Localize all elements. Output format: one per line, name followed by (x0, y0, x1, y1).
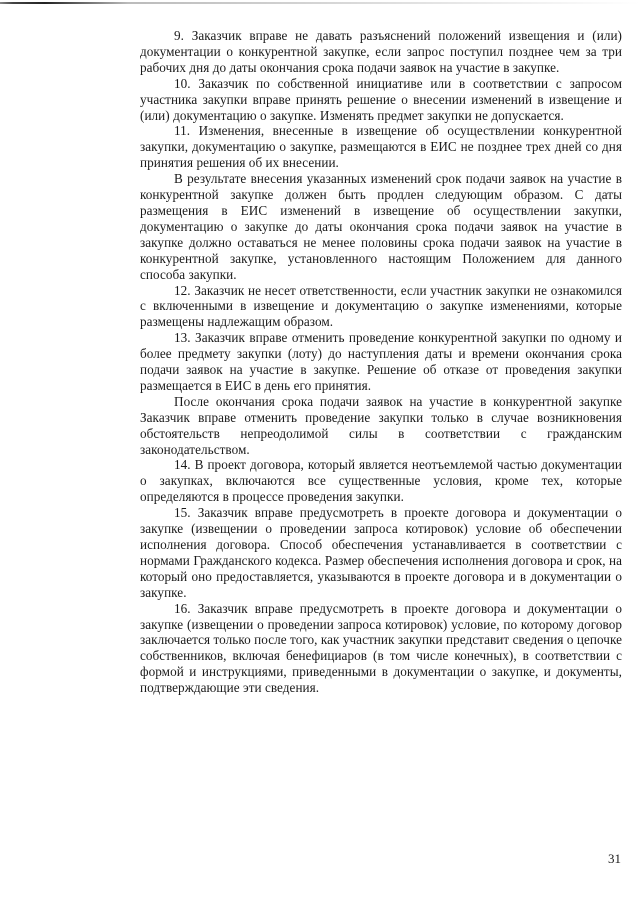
scan-top-edge (0, 2, 640, 4)
paragraph-13: 13. Заказчик вправе отменить проведение конкурентной закупки по одному и более предмету закупки (лоту) до наступления даты и времени окончания срока подачи заявок на участие в закупке. Решение об отказе от проведения закупки размещается в ЕИС в день его принятия. (140, 330, 622, 393)
document-page (140, 28, 622, 696)
paragraph-11-continuation: В результате внесения указанных изменений срок подачи заявок на участие в конкурентной закупке должен быть продлен следующим образом. С даты размещения в ЕИС изменений в извещение об осуществлении закупки, документацию о закупке до даты окончания срока подачи заявок на участие в закупке должно оставаться не менее половины срока подачи заявок на участие в конкурентной закупке, установленного настоящим Положением для данного способа закупки. (140, 171, 622, 282)
paragraph-12: 12. Заказчик не несет ответственности, если участник закупки не ознакомился с включенными в извещение и документацию о закупке изменениями, которые размещены надлежащим образом. (140, 282, 622, 330)
page-number: 31 (608, 851, 621, 866)
paragraph-15: 15. Заказчик вправе предусмотреть в проекте договора и документации о закупке (извещении о проведении запроса котировок) условие об обеспечении исполнения договора. Способ обеспечения устанавливается в соответствии с нормами Гражданского кодекса. Размер обеспечения исполнения договора и срок, на который оно предоставляется, указываются в проекте договора и в документации о закупке. (140, 505, 622, 600)
paragraph-13-continuation: После окончания срока подачи заявок на участие в конкурентной закупке Заказчик вправе отменить проведение закупки только в случае возникновения обстоятельств непреодолимой силы в соответствии с гражданским законодательством. (140, 393, 622, 457)
paragraph-10: 10. Заказчик по собственной инициативе или в соответствии с запросом участника закупки вправе принять решение о внесении изменений в извещение и (или) документацию о закупке. Изменять предмет закупки не допускается. (140, 75, 622, 123)
paragraph-14: 14. В проект договора, который является неотъемлемой частью документации о закупках, включаются все существенные условия, кроме тех, которые определяются в процессе проведения закупки. (140, 457, 622, 505)
paragraph-9: 9. Заказчик вправе не давать разъяснений положений извещения и (или) документации о конкурентной закупке, если запрос поступил позднее чем за три рабочих дня до даты окончания срока подачи заявок на участие в закупке. (140, 28, 622, 75)
paragraph-11: 11. Изменения, внесенные в извещение об осуществлении конкурентной закупки, документацию о закупке, размещаются в ЕИС не позднее трех дней со дня принятия решения об их внесении. (140, 123, 622, 171)
paragraph-16: 16. Заказчик вправе предусмотреть в проекте договора и документации о закупке (извещении о проведении запроса котировок) условие, по которому договор заключается только после того, как участник закупки представит сведения о цепочке собственников, включая бенефициаров (в том числе конечных), в соответствии с формой и инструкциями, приведенными в документации о закупке, и документы, подтверждающие эти сведения. (140, 600, 622, 696)
